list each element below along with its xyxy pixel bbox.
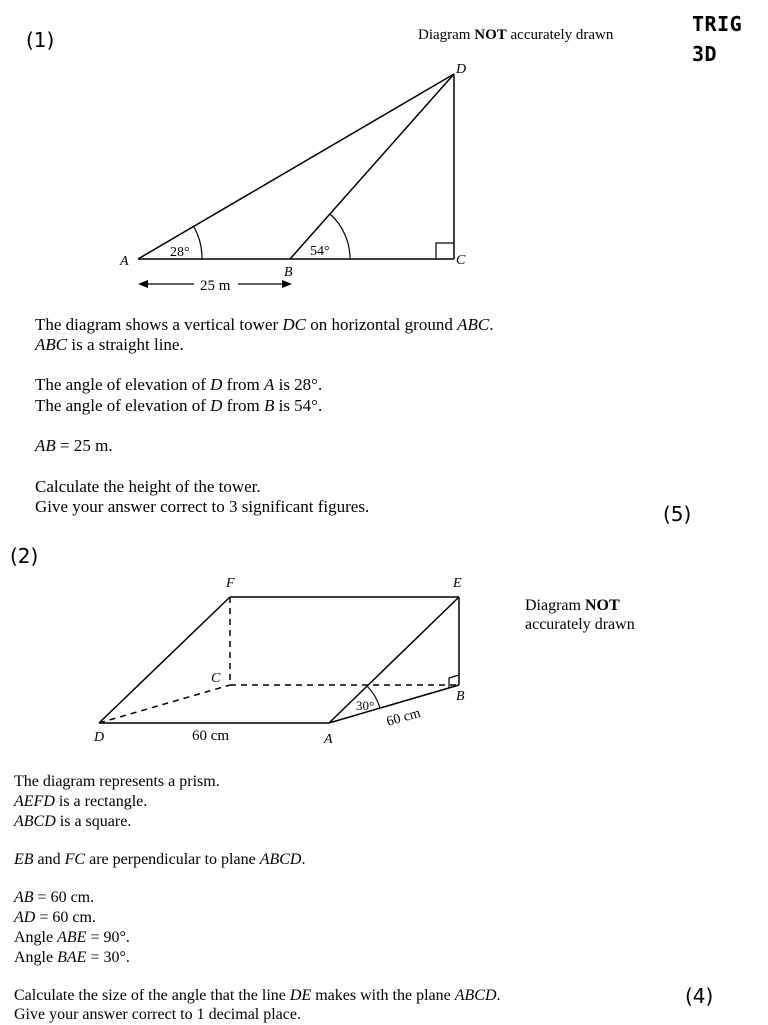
- distance-label: 25 m: [200, 278, 231, 294]
- q2-marks: (4): [685, 984, 714, 1008]
- q2-text-line-7: Angle ABE = 90°.: [14, 929, 130, 946]
- q1-text-line-1: The diagram shows a vertical tower DC on horizontal ground ABC.: [35, 315, 494, 334]
- q2-text-line-9: Calculate the size of the angle that the line DE makes with the plane ABCD.: [14, 987, 501, 1004]
- q1-text-line-7: Give your answer correct to 3 significant figures.: [35, 497, 370, 516]
- label-a: A: [120, 254, 129, 269]
- angle-a-label: 28°: [170, 245, 190, 260]
- question-1-number: (1): [26, 28, 55, 52]
- q1-text-line-4: The angle of elevation of D from B is 54°.: [35, 396, 323, 415]
- q1-text-line-3: The angle of elevation of D from A is 28°.: [35, 375, 323, 394]
- angle-b-label: 54°: [310, 244, 330, 259]
- question-2-number: (2): [10, 544, 39, 568]
- q2-text-line-6: AD = 60 cm.: [14, 909, 96, 926]
- q2-text-line-1: The diagram represents a prism.: [14, 773, 220, 790]
- label-d: D: [94, 730, 105, 745]
- q2-text-line-3: ABCD is a square.: [14, 813, 132, 830]
- q2-diagram-note-line2: accurately drawn: [525, 616, 635, 633]
- q2-text-line-2: AEFD is a rectangle.: [14, 793, 148, 810]
- q2-text-line-10: Give your answer correct to 1 decimal place.: [14, 1006, 301, 1023]
- q1-text-line-5: AB = 25 m.: [35, 436, 113, 455]
- q2-text-line-8: Angle BAE = 30°.: [14, 949, 130, 966]
- topic-tag-line1: TRIG: [692, 12, 743, 36]
- label-e: E: [453, 576, 462, 591]
- q2-text-line-4: EB and FC are perpendicular to plane ABCD.: [14, 851, 306, 868]
- label-b: B: [284, 265, 293, 280]
- q1-marks: (5): [663, 502, 692, 526]
- q1-diagram-note: Diagram NOT accurately drawn: [418, 27, 614, 43]
- q2-diagram-note-line1: Diagram NOT: [525, 597, 620, 614]
- label-b: B: [456, 689, 465, 704]
- topic-tag-line2: 3D: [692, 42, 718, 66]
- q1-text-line-6: Calculate the height of the tower.: [35, 477, 261, 496]
- label-a: A: [324, 732, 333, 747]
- label-c: C: [456, 253, 466, 268]
- q2-text-line-5: AB = 60 cm.: [14, 889, 95, 906]
- q1-text-line-2: ABC is a straight line.: [35, 335, 184, 354]
- dimension-ab: 60 cm: [384, 705, 423, 730]
- dimension-da: 60 cm: [192, 728, 230, 744]
- label-c: C: [211, 671, 221, 686]
- angle-label: 30°: [356, 698, 375, 713]
- label-d: D: [456, 62, 467, 77]
- label-f: F: [226, 576, 235, 591]
